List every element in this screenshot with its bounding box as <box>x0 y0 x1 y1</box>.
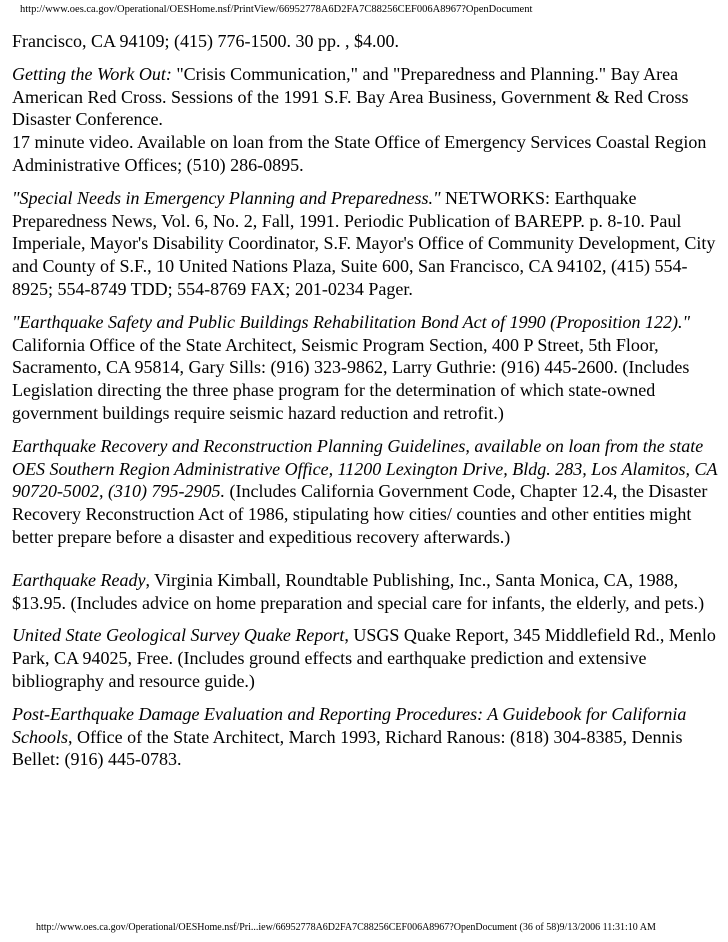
bibliography-content <box>12 30 718 781</box>
entry-special-needs <box>12 187 718 301</box>
entry-title: "Special Needs in Emergency Planning and Preparedness." <box>12 187 441 208</box>
entry-text: "Crisis Communication," and "Preparedness and Planning." Bay Area American Red Cross. Sessions of the 1991 S.F. Bay Area Business, Government & Red Cross Disaster Conference. <box>12 63 689 130</box>
entry-bond-act <box>12 311 718 425</box>
entry-title: Getting the Work Out: <box>12 63 172 84</box>
entry-title: United State Geological Survey Quake Report <box>12 625 345 646</box>
entry-recovery-guidelines <box>12 435 718 549</box>
entry-usgs-quake-report <box>12 624 718 692</box>
entry-title: Earthquake Recovery and Reconstruction Planning Guidelines, available on loan from the state OES Southern Region Administrative Office, 11200 Lexington Drive, Bldg. 283, Los Alamitos, CA 90720-5002, (310) 795-2905. <box>12 435 718 502</box>
entry-getting-the-work-out <box>12 63 718 177</box>
entry-text: , Office of the State Architect, March 1993, Richard Ranous: (818) 304-8385, Dennis Bellet: (916) 445-0783. <box>12 726 683 770</box>
entry-text: (Includes California Government Code, Chapter 12.4, the Disaster Recovery Reconstruction Act of 1986, stipulating how cities/ counties and other entities might better prepare before a disaster and expeditious recovery afterwards.) <box>12 481 708 547</box>
entry-text: , USGS Quake Report, 345 Middlefield Rd., Menlo Park, CA 94025, Free. (Includes ground effects and earthquake prediction and extensive bibliography and resource guide.) <box>12 625 716 691</box>
entry-title: Earthquake Ready <box>12 569 146 590</box>
entry-earthquake-ready <box>12 569 718 615</box>
entry-text: California Office of the State Architect, Seismic Program Section, 400 P Street, 5th Floor, Sacramento, CA 95814, Gary Sills: (916) 323-9862, Larry Guthrie: (916) 445-2600. (Includes Legislation directing the three phase program for the determination of which state-owned government buildings require seismic hazard reduction and retrofit.) <box>12 334 690 423</box>
entry-title: Post-Earthquake Damage Evaluation and Reporting Procedures: A Guidebook for California Schools <box>12 703 687 747</box>
entry-text: NETWORKS: Earthquake Preparedness News, Vol. 6, No. 2, Fall, 1991. Periodic Publication of BAREPP. p. 8-10. Paul Imperiale, Mayor's Disability Coordinator, S.F. Mayor's Office of Community Development, City and County of S.F., 10 United Nations Plaza, Suite 600, San Francisco, CA 94102, (415) 554-8925; 554-8749 TDD; 554-8769 FAX; 201-0234 Pager. <box>12 187 716 299</box>
entry-text: , Virginia Kimball, Roundtable Publishing, Inc., Santa Monica, CA, 1988, $13.95. (Includes advice on home preparation and special care for infants, the elderly, and pets.) <box>12 569 705 613</box>
entry-text-video: 17 minute video. Available on loan from the State Office of Emergency Services Coastal Region Administrative Offices; (510) 286-0895. <box>12 132 707 175</box>
page-url-footer: http://www.oes.ca.gov/Operational/OESHome.nsf/Pri...iew/66952778A6D2FA7C88256CEF006A8967?OpenDocument (36 of 58)9/13/2006 11:31:10 AM <box>36 922 656 933</box>
entry-continuation <box>12 30 718 53</box>
page-url-header: http://www.oes.ca.gov/Operational/OESHome.nsf/PrintView/66952778A6D2FA7C88256CEF006A8967?OpenDocument <box>20 4 533 15</box>
entry-title: "Earthquake Safety and Public Buildings Rehabilitation Bond Act of 1990 (Proposition 122)." <box>12 311 691 332</box>
entry-damage-evaluation <box>12 703 718 771</box>
entry-text: Francisco, CA 94109; (415) 776-1500. 30 pp. , $4.00. <box>12 31 399 51</box>
